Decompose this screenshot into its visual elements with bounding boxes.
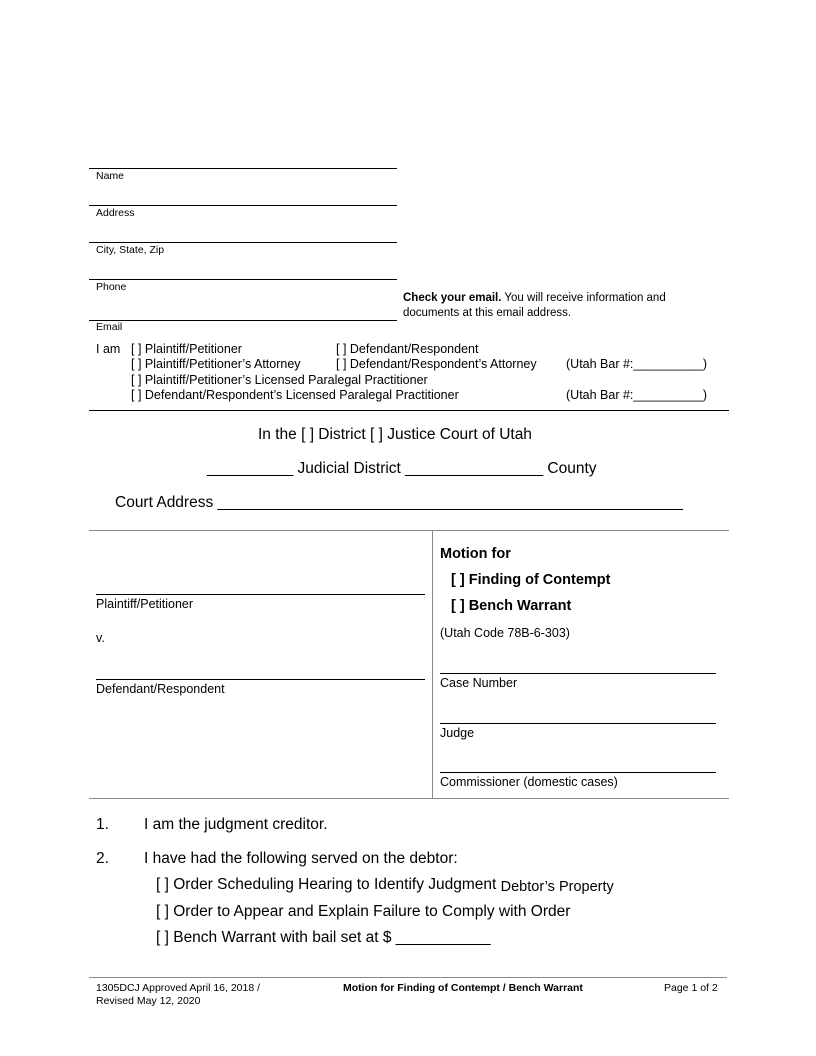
email-note-bold: Check your email. — [403, 292, 502, 304]
email-label: Email — [96, 321, 123, 333]
city-state-zip-line[interactable] — [89, 242, 397, 243]
section-divider — [89, 410, 729, 411]
checkbox-plaintiff-attorney[interactable]: [ ] Plaintiff/Petitioner’s Attorney — [131, 357, 301, 371]
judge-label: Judge — [440, 726, 475, 740]
plaintiff-name-line[interactable] — [96, 594, 425, 595]
item-2-number: 2. — [96, 850, 109, 867]
court-address-line[interactable]: Court Address ______________________________________________________ — [115, 494, 684, 511]
checkbox-order-scheduling-hearing[interactable] — [156, 876, 614, 894]
name-line[interactable] — [89, 168, 397, 169]
checkbox-defendant[interactable]: [ ] Defendant/Respondent — [336, 342, 479, 356]
commissioner-label: Commissioner (domestic cases) — [440, 775, 618, 789]
utah-bar-number-2[interactable]: (Utah Bar #:__________) — [566, 388, 708, 402]
email-note-line2: documents at this email address. — [403, 307, 572, 319]
option-finding-of-contempt[interactable]: [ ] Finding of Contempt — [451, 572, 611, 588]
phone-label: Phone — [96, 281, 127, 293]
email-note-rest: You will receive information and — [501, 292, 666, 304]
phone-line[interactable] — [89, 279, 397, 280]
city-state-zip-label: City, State, Zip — [96, 244, 165, 256]
address-line[interactable] — [89, 205, 397, 206]
case-number-line[interactable] — [440, 673, 716, 674]
commissioner-line[interactable] — [440, 772, 716, 773]
motion-title: Motion for — [440, 546, 511, 562]
page-number: Page 1 of 2 — [664, 982, 718, 994]
checkbox-bench-warrant-bail[interactable]: [ ] Bench Warrant with bail set at $ ___________ — [156, 929, 491, 946]
form-id-line1: 1305DCJ Approved April 16, 2018 / — [96, 982, 261, 994]
sub1-part-b: Debtor’s Property — [500, 879, 614, 895]
utah-bar-number-1[interactable]: (Utah Bar #:__________) — [566, 357, 708, 371]
plaintiff-label: Plaintiff/Petitioner — [96, 597, 194, 611]
defendant-name-line[interactable] — [96, 679, 425, 680]
checkbox-defendant-attorney[interactable]: [ ] Defendant/Respondent’s Attorney — [336, 357, 537, 371]
versus-label: v. — [96, 631, 105, 645]
email-line[interactable] — [89, 320, 397, 321]
footer-title: Motion for Finding of Contempt / Bench Warrant — [343, 982, 583, 994]
i-am-label: I am — [96, 342, 121, 356]
checkbox-defendant-paralegal[interactable]: [ ] Defendant/Respondent’s Licensed Paralegal Practitioner — [131, 388, 459, 402]
checkbox-order-to-appear[interactable]: [ ] Order to Appear and Explain Failure to Comply with Order — [156, 903, 571, 920]
checkbox-plaintiff[interactable]: [ ] Plaintiff/Petitioner — [131, 342, 242, 356]
option-bench-warrant[interactable]: [ ] Bench Warrant — [451, 598, 572, 614]
footer-rule — [89, 977, 727, 978]
checkbox-plaintiff-paralegal[interactable]: [ ] Plaintiff/Petitioner’s Licensed Paralegal Practitioner — [131, 373, 428, 387]
caption-bottom-border — [89, 798, 729, 799]
name-label: Name — [96, 170, 125, 182]
email-note — [403, 292, 666, 304]
judicial-district-line[interactable]: __________ Judicial District ________________ County — [207, 460, 597, 477]
item-1-number: 1. — [96, 816, 109, 833]
caption-divider — [432, 530, 433, 798]
item-2-text: I have had the following served on the debtor: — [144, 850, 458, 867]
case-number-label: Case Number — [440, 676, 518, 690]
code-reference: (Utah Code 78B-6-303) — [440, 626, 570, 640]
court-type-line[interactable]: In the [ ] District [ ] Justice Court of Utah — [258, 426, 532, 443]
address-label: Address — [96, 207, 135, 219]
form-id-line2: Revised May 12, 2020 — [96, 995, 201, 1007]
judge-line[interactable] — [440, 723, 716, 724]
defendant-label: Defendant/Respondent — [96, 682, 225, 696]
item-1-text: I am the judgment creditor. — [144, 816, 328, 833]
caption-top-border — [89, 530, 729, 531]
sub1-part-a: [ ] Order Scheduling Hearing to Identify Judgment — [156, 876, 497, 893]
